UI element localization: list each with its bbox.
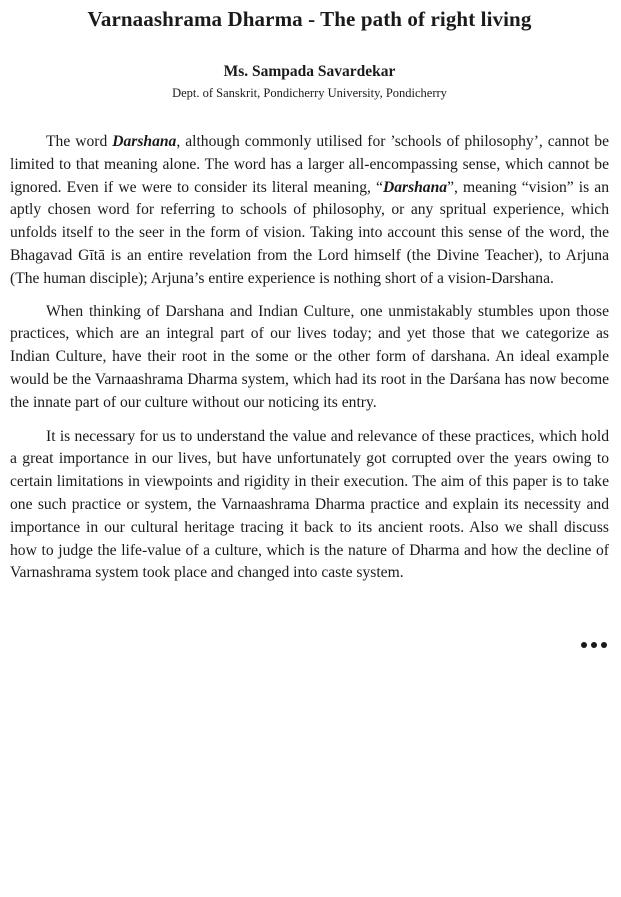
paragraph-2: When thinking of Darshana and Indian Culture, one unmistakably stumbles upon those practices, which are an integral part of our lives today; and yet those that we categorize as Indian Culture, have their root in the some or the other form of darshana. An ideal example would be the Varnaashrama Dharma system, which had its root in the Darśana has now become the innate part of our culture without our noticing its entry.	[10, 302, 609, 411]
dot-icon	[591, 642, 597, 648]
dot-icon	[601, 642, 607, 648]
author-name: Ms. Sampada Savardekar	[223, 63, 396, 80]
dot-icon	[581, 642, 587, 648]
term-darshana: Darshana	[112, 133, 177, 150]
document-page	[10, 0, 609, 585]
paragraph-1	[10, 131, 609, 291]
page-title: Varnaashrama Dharma - The path of right living	[87, 7, 532, 31]
paragraph-1-text-c: ”, meaning “vision” is an aptly chosen word for referring to schools of philosophy, or any spritual experience, which unfolds itself to the seer in the form of vision. Taking into account this sense of the word, the Bhagavad Gītā is an entire revelation from the Lord himself (the Divine Teacher), to Arjuna (The human disciple); Arjuna’s entire experience is nothing short of a vision-Darshana.	[10, 178, 609, 287]
term-darshana-quoted: Darshana	[382, 178, 448, 196]
paragraph-3: It is necessary for us to understand the value and relevance of these practices, which hold a great importance in our lives, but have unfortunately got corrupted over the years owing to certain limitations in viewpoints and rigidity in their execution. The aim of this paper is to take one such practice or system, the Varnaashrama Dharma practice and explain its necessity and importance in our cultural heritage tracing it back to its ancient roots. Also we shall discuss how to judge the life-value of a culture, which is the nature of Dharma and how the decline of Varnashrama system took place and changed into caste system.	[10, 427, 609, 582]
author-affiliation: Dept. of Sanskrit, Pondicherry University, Pondicherry	[172, 86, 447, 100]
paragraph-1-text-b: , although commonly utilised for ’schools of philosophy’, cannot be limited to that meaning alone. The word has a larger all-encompassing sense, which cannot be ignored. Even if we were to consider its literal meaning, “	[10, 133, 609, 196]
paragraph-1-text-a: The word	[46, 133, 113, 150]
continuation-ellipsis-icon	[581, 642, 607, 648]
